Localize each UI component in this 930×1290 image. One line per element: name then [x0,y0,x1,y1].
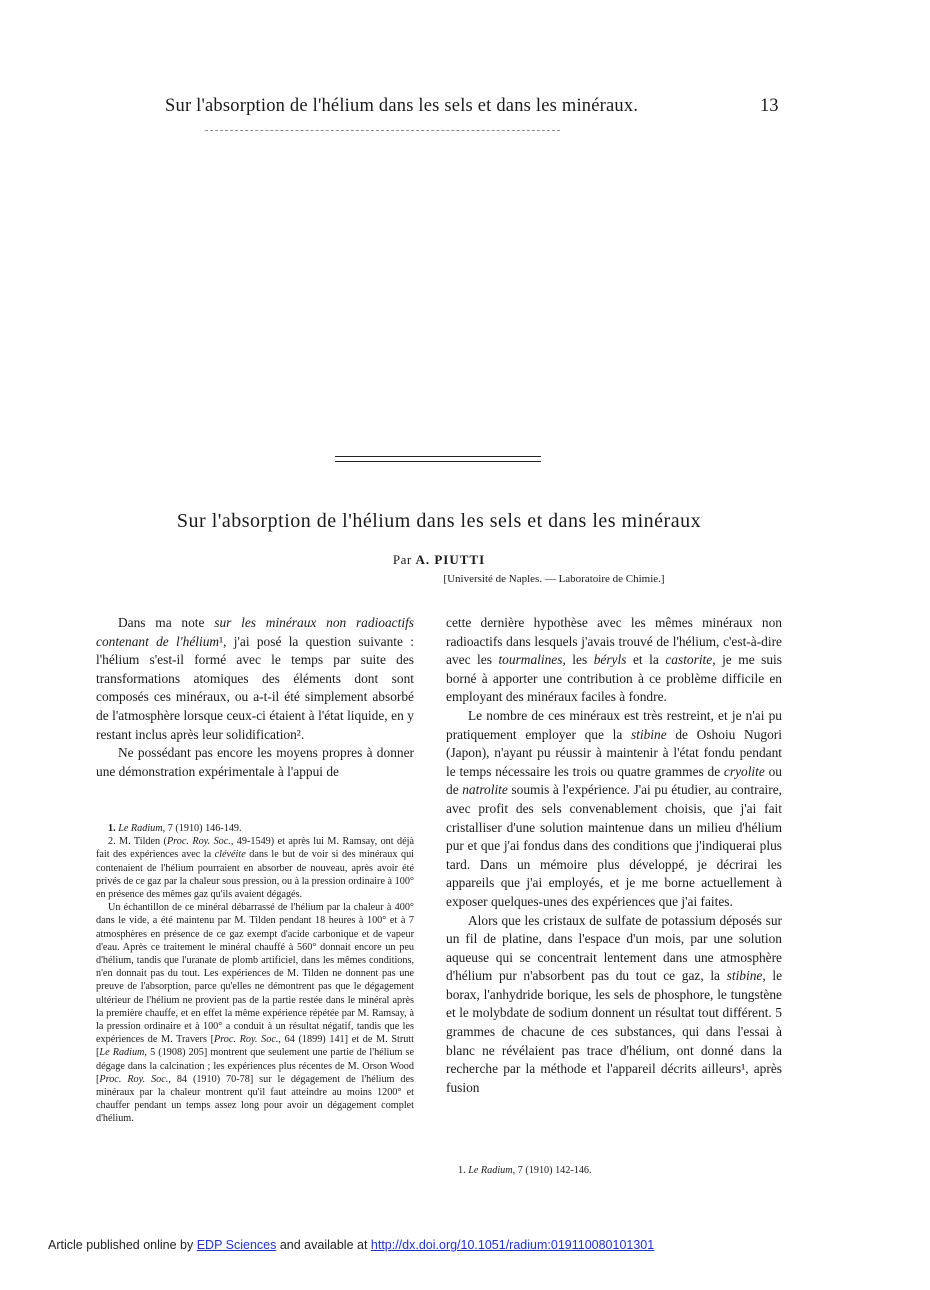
footnote-right: 1. Le Radium, 7 (1910) 142-146. [458,1165,592,1176]
body-column-right [446,614,782,1097]
title-rule-bottom [335,461,541,462]
paragraph: cette dernière hypothèse avec les mêmes minéraux non radioactifs dans lesquels j'avais trouvé de l'hélium, c'est-à-dire avec les tourmalines, les béryls et la castorite, je me suis borné à apporter une contribution à ce problème difficile en employant des minéraux faciles à fondre. [446,615,782,705]
footnote-1: 1. Le Radium, 7 (1910) 146-149. [108,823,242,834]
author-line [0,552,878,568]
paragraph: Ne possédant pas encore les moyens propres à donner une démonstration expérimentale à l'appui de [96,745,414,779]
affiliation: [Université de Naples. — Laboratoire de Chimie.] [443,573,665,585]
footnotes-left [96,822,414,1126]
footer-prefix: Article published online by [48,1238,197,1252]
doi-link[interactable]: http://dx.doi.org/10.1051/radium:019110080101301 [370,1238,655,1252]
footnote-2: 2. M. Tilden (Proc. Roy. Soc., 49-1549) et après lui M. Ramsay, ont déjà fait des expériences avec la clévéite dans le but de voir si des minéraux qui contenaient de l'hélium pourraient en absorber de nouveau, après avoir été privés de ce gaz par la chaleur sous pression, ou à la pression ordinaire à 100° en présence des mêmes gaz qu'ils avaient dégagés. [96,836,414,901]
title-rule-top [335,456,541,457]
publisher-link[interactable]: EDP Sciences [196,1238,277,1252]
article-title: Sur l'absorption de l'hélium dans les sels et dans les minéraux [176,510,702,532]
author-prefix: Par [392,552,412,567]
paragraph: Alors que les cristaux de sulfate de potassium déposés sur un fil de platine, dans l'espace d'un mois, par une solution aqueuse qui se concentrait lentement dans une atmosphère d'hélium pur n'absorbent pas du tout ce gaz, la stibine, le borax, l'anhydride borique, les sels de phosphore, le tungstène et le molybdate de sodium donnent un résultat tout différent. 5 grammes de chacune de ces substances, qui dans l'essai à blanc ne révélaient pas trace d'hélium, ont donné dans la recherche par la méthode et l'appareil décrits ailleurs¹, après fusion [446,912,783,1095]
body-column-left [96,614,414,781]
footnote-2-continued: Un échantillon de ce minéral débarrassé de l'hélium par la chaleur à 400° dans le vide, a été maintenu par M. Tilden pendant 18 heures à 100° et à 7 atmosphères en présence de ce gaz exempt d'acide carbonique et de vapeur d'eau. Après ce traitement le minéral chauffé à 560° donnait encore un peu d'hélium, tandis que l'uranate de plomb artificiel, dans les mêmes conditions, n'en donnait pas du tout. Les expériences de M. Tilden ne donnent pas une preuve de l'absorption, parce qu'elles ne démontrent pas que le dégagement ultérieur de l'hélium ne provient pas de la partie restée dans le minéral après la première chauffe, et en effet la même expérience répétée par M. Ramsay, à la pression ordinaire et à 100° a conduit à un résultat négatif, tandis que les expériences de M. Travers [Proc. Roy. Soc., 64 (1899) 141] et de M. Strutt [Le Radium, 5 (1908) 205] montrent que seulement une partie de l'hélium se dégage dans la calcination ; les expériences plus récentes de M. Orson Wood [Proc. Roy. Soc., 84 (1910) 70-78] sur le dégagement de l'hélium des minéraux par la chaleur montrent qu'il faut atteindre au moins 1200° et chauffer pendant un temps assez long pour avoir un dégagement complet d'hélium. [96,902,414,1125]
header-rule [205,130,560,131]
page-number: 13 [760,96,779,116]
author-name: A. PIUTTI [415,552,486,567]
publication-footer [48,1238,654,1252]
paragraph: Dans ma note sur les minéraux non radioactifs contenant de l'hélium¹, j'ai posé la question suivante : l'hélium s'est-il formé avec le temps par suite des transformations atomiques des éléments dont sont composés ces minéraux, ou a-t-il été simplement absorbé de l'atmosphère lorsque ceux-ci étaient à l'état liquide, en y restant inclus après leur solidification². [96,615,415,742]
running-title: Sur l'absorption de l'hélium dans les sels et dans les minéraux. [165,96,639,116]
paragraph: Le nombre de ces minéraux est très restreint, et je n'ai pu pratiquement employer que la stibine de Oshoiu Nugori (Japon), n'ayant pu réussir à maintenir à l'état fondu pendant le temps nécessaire les trois ou quatre grammes de cryolite ou de natrolite soumis à l'expérience. J'ai pu étudier, au contraire, avec profit des sels convenablement choisis, que j'ai fait cristalliser d'une solution maintenue dans un milieu d'hélium pur et que j'ai fondus dans des conditions que j'indiquerai plus tard. Dans un mémoire plus développé, je décrirai les appareils que j'ai employés, et je me borne actuellement à exposer quelques-unes des expériences que j'ai faites. [446,707,782,909]
footer-middle: and available at [276,1238,371,1252]
